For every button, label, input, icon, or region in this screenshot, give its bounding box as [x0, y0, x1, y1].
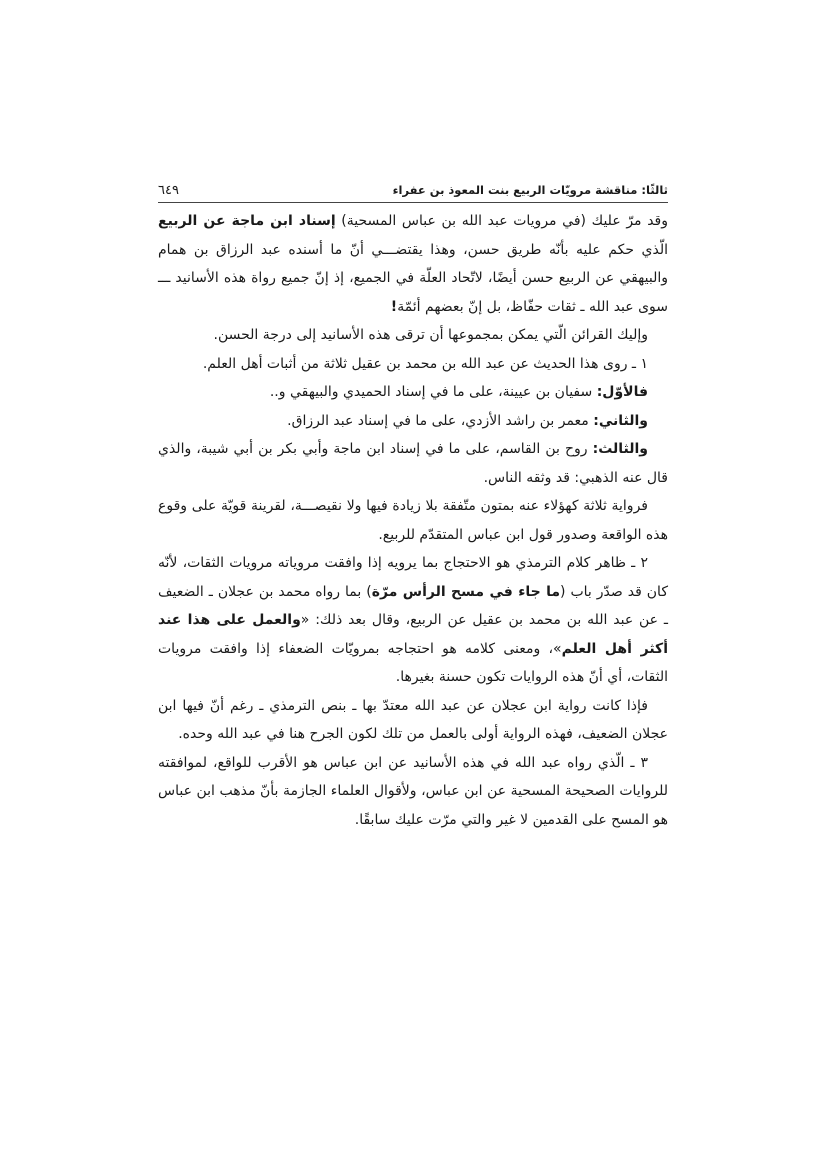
bold-phrase: إسناد ابن ماجة عن الربيع [158, 213, 336, 229]
body-text [158, 207, 668, 834]
paragraph-7: فرواية ثلاثة كهؤلاء عنه بمتون متّفقة بلا زيادة فيها ولا نقيصـــة، لقرينة قويّة على وقوع هذه الواقعة وصدور قول ابن عباس المتقدّم للربيع. [158, 498, 668, 543]
paragraph-1: وقد مرّ عليك (في مرويات عبد الله بن عباس المسحية) إسناد ابن ماجة عن الربيع الّذي حكم عليه بأنّه طريق حسن، وهذا يقتضـــي أنّ ما أسنده عبد الرزاق بن همام والبيهقي عن الربيع حسن أيضًا، لاتّحاد العلّة في الجميع، إذ إنّ جميع رواة هذه الأسانيد ـــ سوى عبد الله ـ ثقات حفّاظ، بل إنّ بعضهم أئمّة! [158, 213, 668, 315]
paragraph-10: ٣ ـ الّذي رواه عبد الله في هذه الأسانيد عن ابن عباس هو الأقرب للواقع، لموافقته للروايات الصحيحة المسحية عن ابن عباس، ولأقوال العلماء الجازمة بأنّ مذهب ابن عباس هو المسح على القدمين لا غير والتي مرّت عليك سابقًا. [158, 754, 668, 828]
list-label: فالأوّل: [596, 384, 648, 400]
bold-phrase: والعمل على هذا عند أكثر أهل العلم [158, 612, 668, 657]
page-number: ٦٤٩ [158, 183, 179, 198]
paragraph-3: ١ ـ روى هذا الحديث عن عبد الله بن محمد بن عقيل ثلاثة من أثبات أهل العلم. [202, 355, 648, 372]
paragraph-8: ٢ ـ ظاهر كلام الترمذي هو الاحتجاج بما يرويه إذا وافقت مروياته مرويات الثقات، لأنّه كان قد صدّر باب (ما جاء في مسح الرأس مرّة) بما رواه محمد بن عجلان ـ الضعيف ـ عن عبد الله بن محمد بن عقيل عن الربيع، وقال بعد ذلك: «والعمل على هذا عند أكثر أهل العلم»، ومعنى كلامه هو احتجاجه بمرويّات الضعفاء إذا وافقت مرويات الثقات، أي أنّ هذه الروايات تكون حسنة بغيرها. [158, 555, 668, 685]
paragraph-9: فإذا كانت رواية ابن عجلان عن عبد الله معتدّ بها ـ بنص الترمذي ـ رغم أنّ فيها ابن عجلان الضعيف، فهذه الرواية أولى بالعمل من تلك لكون الجرح هنا في عبد الله وحده. [158, 697, 668, 742]
list-label: والثاني: [593, 412, 648, 429]
paragraph-4: فالأوّل: سفيان بن عيينة، على ما في إسناد الحميدي والبيهقي و.. [269, 384, 648, 400]
page [158, 183, 668, 834]
list-label: والثالث: [592, 441, 648, 457]
bold-phrase: ما جاء في مسح الرأس مرّة [371, 583, 561, 600]
paragraph-2: وإليك القرائن الّتي يمكن بمجموعها أن ترقى هذه الأسانيد إلى درجة الحسن. [213, 327, 648, 343]
paragraph-5: والثاني: معمر بن راشد الأزدي، على ما في إسناد عبد الرزاق. [287, 412, 648, 429]
paragraph-6: والثالث: روح بن القاسم، على ما في إسناد ابن ماجة وأبي بكر بن أبي شيبة، والذي قال عنه الذهبي: قد وثقه الناس. [158, 441, 668, 486]
header-title: ثالثًا: مناقشة مرويّات الربيع بنت المعوذ بن عفراء [392, 183, 668, 197]
running-header [158, 183, 668, 203]
